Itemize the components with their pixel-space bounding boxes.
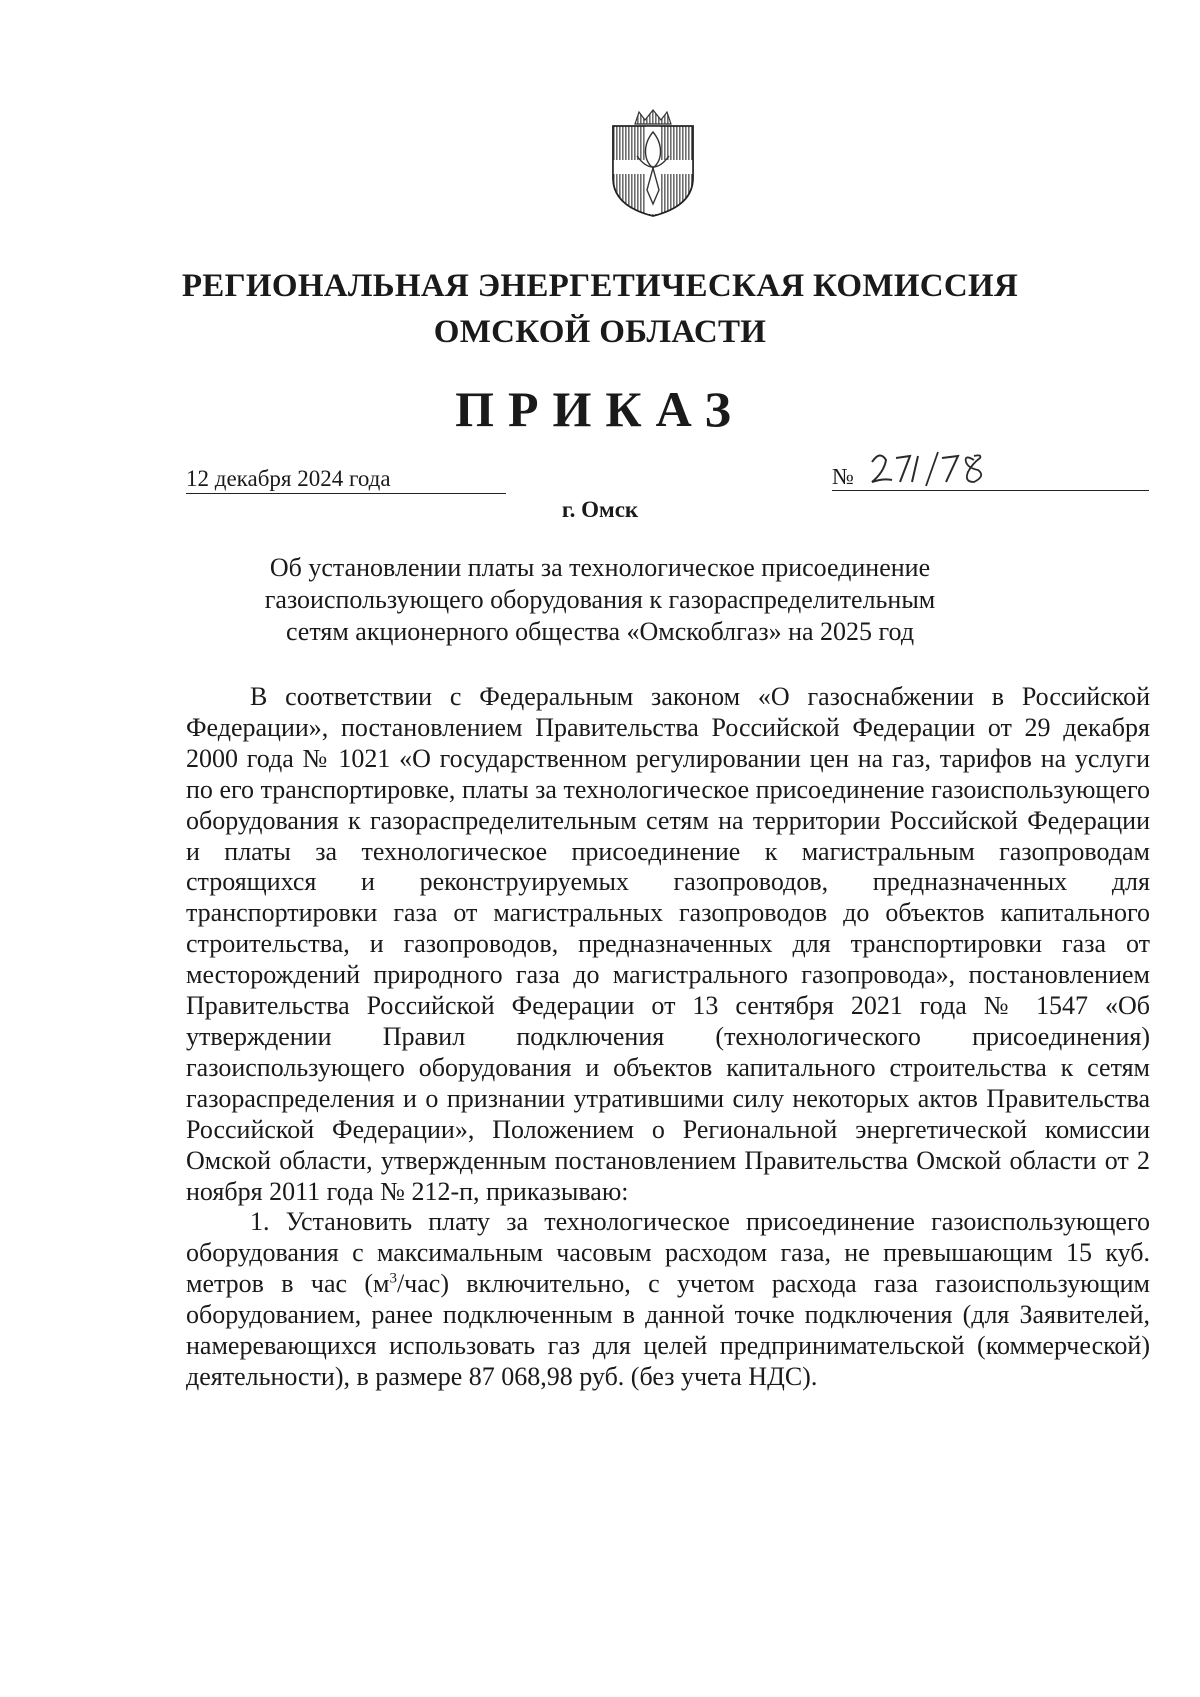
document-date: 12 декабря 2024 года: [186, 466, 506, 494]
title-line1: Об установлении платы за технологическое присоединение: [269, 553, 931, 582]
organization-name-line1: РЕГИОНАЛЬНАЯ ЭНЕРГЕТИЧЕСКАЯ КОМИССИЯ: [181, 268, 1019, 304]
preamble-paragraph: В соответствии с Федеральным законом «О газоснабжении в Российской Федерации», постановлением Правительства Российской Федерации от 29 декабря 2000 года № 1021 «О государственном регулировании цен на газ, тарифов на услуги по его транспортировке, платы за технологическое присоединение газоиспользующего оборудования к газораспределительным сетям на территории Российской Федерации и платы за технологическое присоединение к магистральным газопроводам строящихся и реконструируемых газопроводов, предназначенных для транспортировки газа от магистральных газопроводов до объектов капитального строительства, и газопроводов, предназначенных для транспортировки газа от месторождений природного газа до магистрального газопровода», постановлением Правительства Российской Федерации от 13 сентября 2021 года № 1547 «Об утверждении Правил подключения (технологического присоединения) газоиспользующего оборудования и объектов капитального строительства к сетям газораспределения и о признании утратившими силу некоторых актов Правительства Российской Федерации», Положением о Региональной энергетической комиссии Омской области, утвержденным постановлением Правительства Омской области от 2 ноября 2011 года № 212-п, приказываю:: [186, 682, 1150, 1206]
title-line3: сетям акционерного общества «Омскоблгаз» на 2025 год: [285, 617, 915, 646]
coat-of-arms-icon: [607, 108, 699, 218]
item-1-text-end: /час) включительно, с учетом расхода газа газоиспользующим оборудованием, ранее подключенным в данной точке подключения (для Заявителей, намеревающихся использовать газ для целей предпринимательской (коммерческой) деятельности), в размере 87 068,98 руб. (без учета НДС).: [186, 1269, 1150, 1391]
document-title: [0, 552, 1200, 648]
number-symbol: №: [832, 464, 854, 489]
organization-name-line2: ОМСКОЙ ОБЛАСТИ: [433, 314, 767, 350]
title-line2: газоиспользующего оборудования к газораспределительным: [264, 585, 936, 614]
document-body: [186, 682, 1150, 1393]
item-1-superscript: 3: [389, 1270, 397, 1287]
document-type: ПРИКАЗ: [455, 381, 745, 437]
document-number: [832, 458, 1149, 491]
handwritten-number: [868, 448, 1008, 494]
item-1-paragraph: [186, 1207, 1150, 1392]
item-1-text-start: 1. Установить плату за технологическое присоединение газоиспользующего оборудования с максимальным часовым расходом газа, не превышающим 15 куб. метров в час (м: [186, 1207, 1150, 1299]
document-city: г. Омск: [561, 497, 639, 522]
